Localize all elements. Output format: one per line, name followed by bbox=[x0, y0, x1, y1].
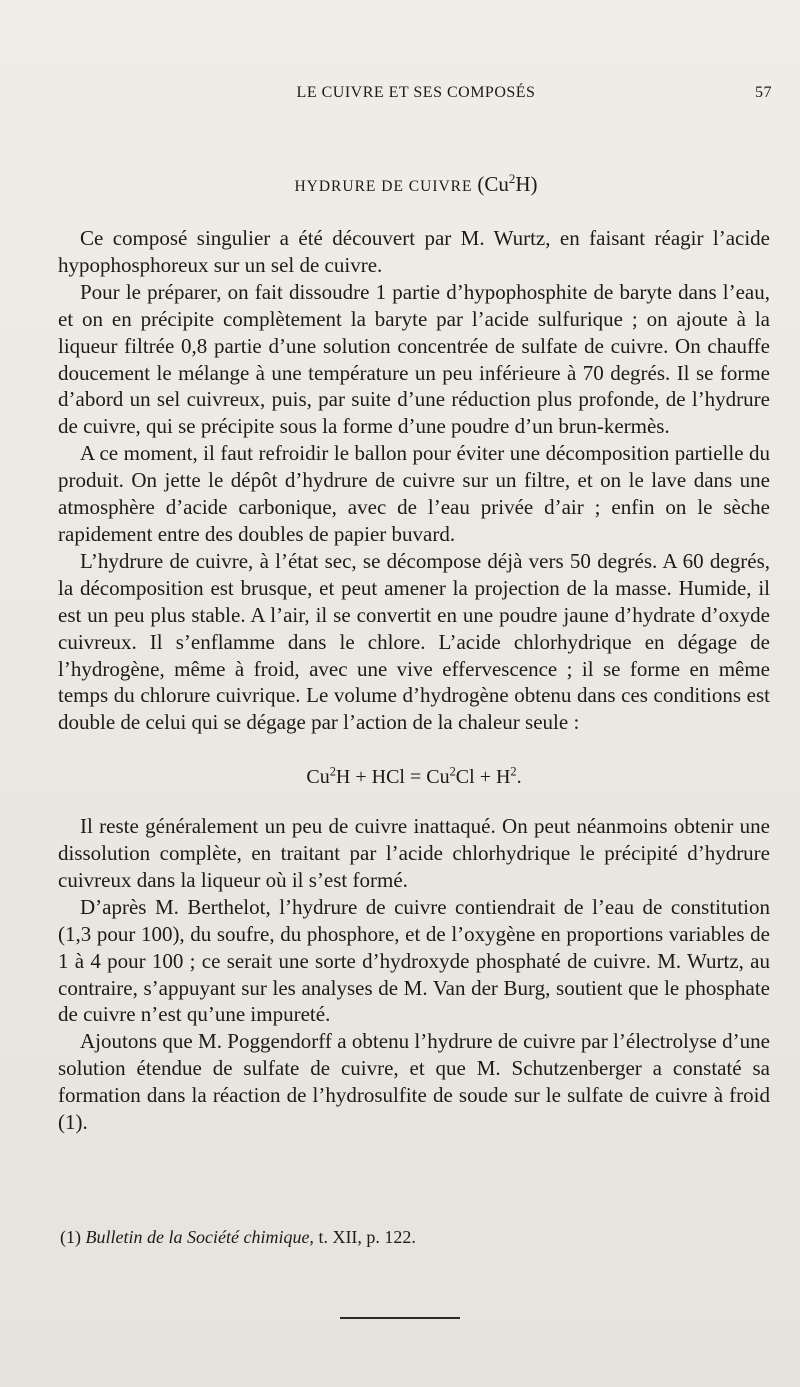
section-title bbox=[60, 172, 772, 197]
footnote-marker: (1) bbox=[60, 1227, 81, 1247]
footnote bbox=[60, 1225, 772, 1249]
paragraph-5: Il reste généralement un peu de cuivre inattaqué. On peut néanmoins obtenir une dissolution complète, en traitant par l’acide chlorhydrique le précipité d’hydrure cuivreux dans la liqueur où il s’est formé. bbox=[58, 814, 770, 892]
chemical-equation: $Cu^2H$ + HCl = $Cu^2Cl + H^2$. bbox=[306, 764, 522, 789]
running-header bbox=[60, 84, 772, 108]
paragraph-4: L’hydrure de cuivre, à l’état sec, se décompose déjà vers 50 degrés. A 60 degrés, la décomposition est brusque, et peut amener la projection de la masse. Humide, il est un peu plus stable. A l’air, il se convertit en une poudre jaune d’hydrate d’oxyde cuivreux. Il s’enflamme dans le chlore. L’acide chlorhydrique en dégage de l’hydrogène, même à froid, avec une vive effervescence ; il se forme en même temps du chlorure cuivrique. Le volume d’hydrogène obtenu dans ces conditions est double de celui qui se dégage par l’action de la chaleur seule : bbox=[58, 548, 770, 735]
paragraph-3: A ce moment, il faut refroidir le ballon pour éviter une décomposition partielle du produit. On jette le dépôt d’hydrure de cuivre sur un filtre, et on le lave dans une atmosphère d’acide carbonique, avec de l’eau privée d’air ; enfin on le sèche rapidement entre des doubles de papier buvard. bbox=[58, 441, 770, 546]
section-title-text: HYDRURE DE CUIVRE bbox=[294, 178, 473, 195]
paragraph-7: Ajoutons que M. Poggendorff a obtenu l’hydrure de cuivre par l’électrolyse d’une solution étendue de sulfate de cuivre, et que M. Schutzenberger a constaté sa formation dans la réaction de l’hydrosulfite de soude sur le sulfate de cuivre à froid (1). bbox=[58, 1029, 770, 1135]
paragraph-1: Ce composé singulier a été découvert par M. Wurtz, en faisant réagir l’acide hypophosphoreux sur un sel de cuivre. bbox=[58, 226, 770, 277]
body-text bbox=[58, 225, 770, 1136]
footnote-reference: t. XII, p. 122. bbox=[318, 1227, 416, 1247]
end-rule bbox=[340, 1317, 460, 1319]
running-title: LE CUIVRE ET SES COMPOSÉS bbox=[296, 84, 536, 101]
page-number: 57 bbox=[755, 84, 772, 101]
paragraph-2: Pour le préparer, on fait dissoudre 1 partie d’hypophosphite de baryte dans l’eau, et on en précipite complètement la baryte par l’acide sulfurique ; on ajoute à la liqueur filtrée 0,8 partie d’une solution concentrée de sulfate de cuivre. On chauffe doucement le mélange à une température un peu inférieure à 70 degrés. Il se forme d’abord un sel cuivreux, puis, par suite d’une réduction plus profonde, de l’hydrure de cuivre, qui se précipite sous la forme d’une poudre d’un brun-kermès. bbox=[58, 279, 770, 439]
section-formula: (Cu$^2$H) bbox=[477, 171, 538, 196]
footnote-journal: Bulletin de la Société chimique, bbox=[85, 1227, 314, 1247]
paragraph-6: D’après M. Berthelot, l’hydrure de cuivre contiendrait de l’eau de constitution (1,3 pour 100), du soufre, du phosphore, et de l’oxygène en proportions variables de 1 à 4 pour 100 ; ce serait une sorte d’hydroxyde phosphaté de cuivre. M. Wurtz, au contraire, s’appuyant sur les analyses de M. Van der Burg, soutient que le phosphate de cuivre n’est qu’une impureté. bbox=[58, 894, 770, 1027]
